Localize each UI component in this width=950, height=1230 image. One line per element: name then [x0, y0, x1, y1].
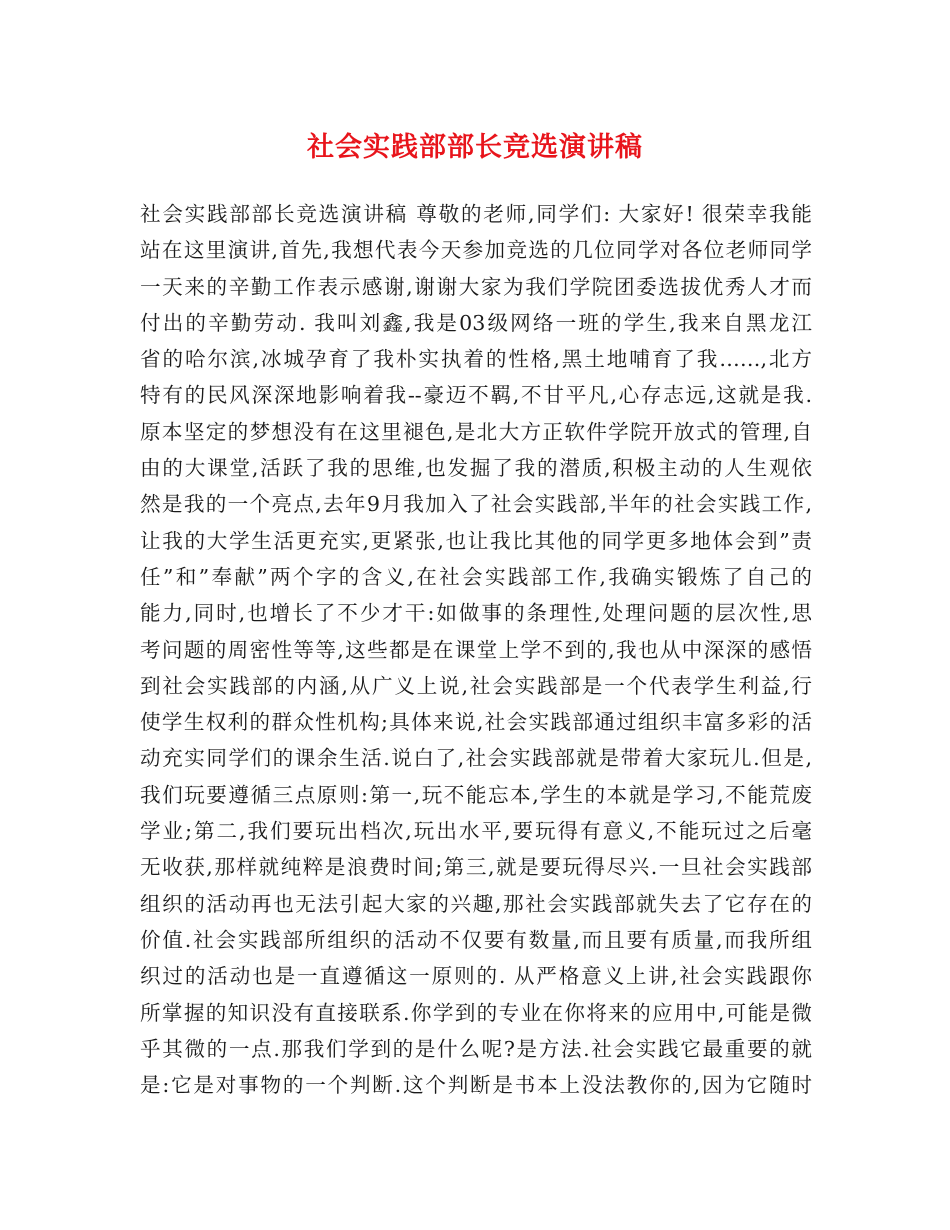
text-line: 能力,同时,也增长了不少才干:如做事的条理性,处理问题的层次性,思 [140, 601, 812, 626]
text-line: 价值.社会实践部所组织的活动不仅要有数量,而且要有质量,而我所组 [140, 927, 812, 952]
text-line: 使学生权利的群众性机构;具体来说,社会实践部通过组织丰富多彩的活 [140, 710, 812, 735]
text-line: 任”和”奉献”两个字的含义,在社会实践部工作,我确实锻炼了自己的 [140, 564, 812, 589]
text-line: 到社会实践部的内涵,从广义上说,社会实践部是一个代表学生利益,行 [140, 673, 812, 698]
text-line: 由的大课堂,活跃了我的思维,也发掘了我的潜质,积极主动的人生观依 [140, 456, 812, 481]
text-line: 乎其微的一点.那我们学到的是什么呢?是方法.社会实践它最重要的就 [140, 1036, 812, 1061]
text-line: 然是我的一个亮点,去年9月我加入了社会实践部,半年的社会实践工作, [140, 492, 812, 517]
page-title: 社会实践部部长竞选演讲稿 [307, 132, 643, 163]
text-line: 付出的辛勤劳动. 我叫刘鑫,我是03级网络一班的学生,我来自黑龙江 [140, 310, 812, 335]
text-line: 特有的民风深深地影响着我--豪迈不羁,不甘平凡,心存志远,这就是我. [140, 383, 812, 408]
text-line: 我们玩要遵循三点原则:第一,玩不能忘本,学生的本就是学习,不能荒废 [140, 782, 812, 807]
text-line: 让我的大学生活更充实,更紧张,也让我比其他的同学更多地体会到”责 [140, 528, 812, 553]
body-text [140, 196, 812, 1103]
text-line: 是:它是对事物的一个判断.这个判断是书本上没法教你的,因为它随时 [140, 1073, 812, 1098]
text-line: 所掌握的知识没有直接联系.你学到的专业在你将来的应用中,可能是微 [140, 1000, 812, 1025]
text-line: 学业;第二,我们要玩出档次,玩出水平,要玩得有意义,不能玩过之后毫 [140, 819, 812, 844]
text-line: 站在这里演讲,首先,我想代表今天参加竞选的几位同学对各位老师同学 [140, 238, 812, 263]
text-line: 考问题的周密性等等,这些都是在课堂上学不到的,我也从中深深的感悟 [140, 637, 812, 662]
text-line: 省的哈尔滨,冰城孕育了我朴实执着的性格,黑土地哺育了我……,北方 [140, 347, 812, 372]
text-line: 无收获,那样就纯粹是浪费时间;第三,就是要玩得尽兴.一旦社会实践部 [140, 855, 812, 880]
text-line: 一天来的辛勤工作表示感谢,谢谢大家为我们学院团委选拔优秀人才而 [140, 274, 812, 299]
text-line: 织过的活动也是一直遵循这一原则的. 从严格意义上讲,社会实践跟你 [140, 964, 812, 989]
text-line: 动充实同学们的课余生活.说白了,社会实践部就是带着大家玩儿.但是, [140, 746, 812, 771]
text-line: 社会实践部部长竞选演讲稿 尊敬的老师,同学们: 大家好! 很荣幸我能 [140, 202, 812, 226]
text-line: 原本坚定的梦想没有在这里褪色,是北大方正软件学院开放式的管理,自 [140, 419, 812, 444]
text-line: 组织的活动再也无法引起大家的兴趣,那社会实践部就失去了它存在的 [140, 891, 812, 916]
